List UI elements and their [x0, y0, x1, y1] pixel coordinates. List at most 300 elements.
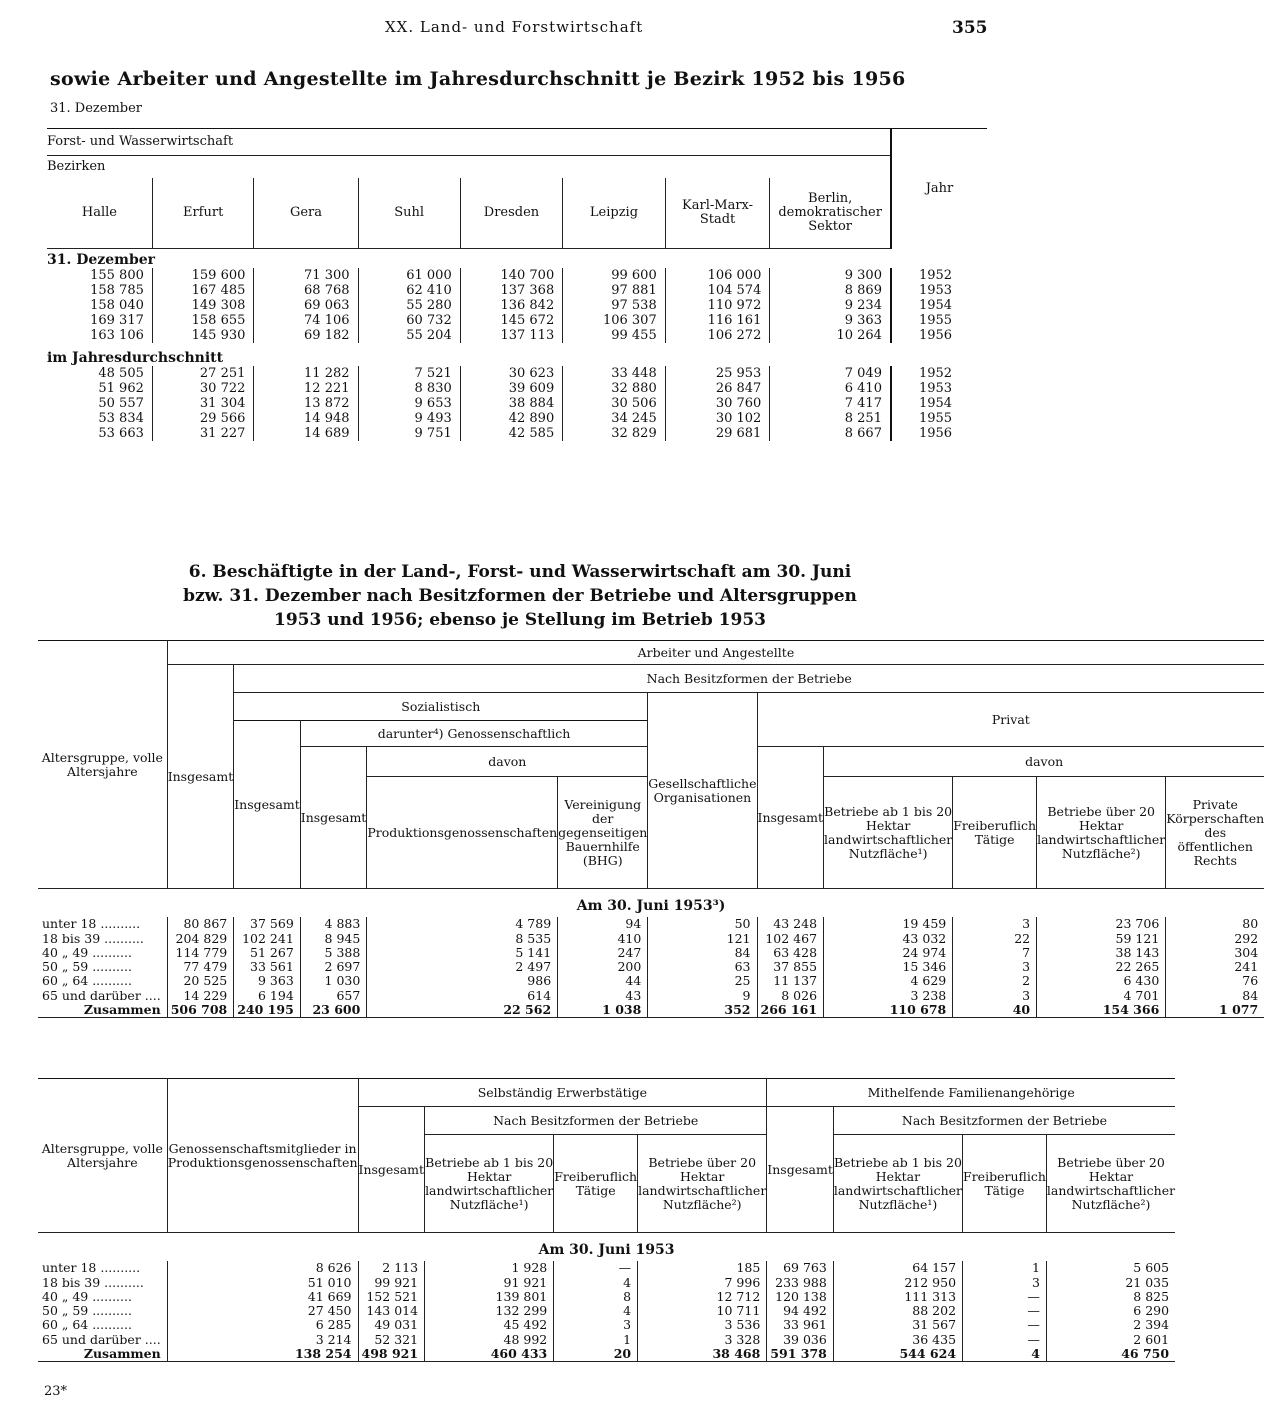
table-cell: 212 950 [833, 1276, 962, 1290]
table-cell: 4 701 [1037, 989, 1166, 1003]
table-cell: 3 238 [824, 989, 953, 1003]
col-header: Berlin, demokratischer Sektor [770, 178, 891, 248]
table-cell: 32 829 [563, 426, 666, 441]
table-cell: 11 282 [254, 366, 358, 381]
table1-subtitle: 31. Dezember [50, 101, 143, 116]
table-cell: 9 493 [358, 411, 460, 426]
date-label: Am 30. Juni 1953³) [576, 898, 726, 914]
table-cell: 158 655 [152, 313, 254, 328]
table3 [38, 1078, 1175, 1362]
table-cell: 30 760 [665, 396, 770, 411]
bezirke-label: Bezirken [47, 159, 106, 174]
total-cell: 498 921 [358, 1347, 425, 1362]
table-cell: 53 663 [47, 426, 152, 441]
table-row [38, 946, 1264, 960]
table-cell: 3 [953, 960, 1037, 974]
col-header: Karl-Marx-Stadt [665, 178, 770, 248]
table-cell: 111 313 [833, 1290, 962, 1304]
table-row [38, 1276, 1175, 1290]
table-cell: 1952 [891, 366, 987, 381]
table-cell: 1955 [891, 411, 987, 426]
table-cell: 27 450 [167, 1304, 358, 1318]
col-header: Dresden [460, 178, 563, 248]
table-cell: 8 535 [367, 932, 558, 946]
table-cell: 32 880 [563, 381, 666, 396]
table-row [38, 1261, 1175, 1275]
table-cell: 9 363 [844, 312, 882, 328]
betriebe-ueber-header: Betriebe über 20 Hektar landwirtschaftlicher Nutzfläche²) [1037, 777, 1166, 889]
table-row [38, 974, 1264, 988]
table-cell: 3 328 [638, 1333, 767, 1347]
table-cell: 69 063 [254, 298, 358, 313]
col-header: Suhl [358, 178, 460, 248]
sozialistisch-header: Sozialistisch [234, 693, 648, 721]
total-row [38, 1347, 1175, 1362]
vdgb-header: Vereinigung der gegenseitigen Bauernhilfe (BHG) [558, 777, 648, 889]
table-cell: 5 605 [1133, 1260, 1170, 1276]
table-cell: 37 855 [757, 960, 824, 974]
table-cell: 121 [648, 932, 757, 946]
table-cell: 8 251 [844, 410, 882, 426]
table-cell: 1953 [891, 283, 987, 298]
table-cell: 39 609 [460, 381, 563, 396]
table-cell: 5 141 [367, 946, 558, 960]
table-cell: 71 300 [254, 268, 358, 283]
table-cell: 106 272 [665, 328, 770, 343]
table-cell: 6 410 [844, 380, 882, 396]
arbeiter-header: Arbeiter und Angestellte [167, 641, 1264, 665]
total-cell: 1 077 [1166, 1003, 1264, 1018]
table-cell: 163 106 [47, 328, 152, 343]
privat-davon-header: davon [824, 747, 1264, 777]
table-cell: 80 867 [167, 917, 234, 931]
table-cell: 1 [554, 1333, 638, 1347]
table-cell: 137 368 [460, 283, 563, 298]
table-cell: 6 194 [234, 989, 301, 1003]
table-cell: 38 884 [460, 396, 563, 411]
produktion-header: Produktionsgenossenschaften [367, 777, 558, 889]
table-cell: 62 410 [358, 283, 460, 298]
table-row [38, 1304, 1175, 1318]
total-label: Zusammen [38, 1003, 167, 1018]
table-cell: 120 138 [767, 1290, 834, 1304]
table-cell: 37 569 [234, 917, 301, 931]
table-cell: 7 417 [844, 395, 882, 411]
table-cell: 60 732 [358, 313, 460, 328]
table-row [38, 1333, 1175, 1347]
table-cell: 64 157 [833, 1261, 962, 1275]
table-cell: 27 251 [152, 366, 254, 381]
table-cell: 99 921 [358, 1276, 425, 1290]
betriebe-ueber-header: Betriebe über 20 Hektar landwirtschaftlicher Nutzfläche²) [1046, 1135, 1175, 1233]
total-cell: 240 195 [234, 1003, 301, 1018]
table-cell: 2 601 [1133, 1331, 1170, 1347]
table-row [47, 396, 987, 411]
table-cell: 45 492 [425, 1318, 554, 1332]
table-cell: 43 248 [757, 917, 824, 931]
table-cell: 7 521 [358, 366, 460, 381]
table-cell: 986 [367, 974, 558, 988]
table-cell: 7 996 [638, 1276, 767, 1290]
table1 [47, 128, 987, 441]
betriebe-ab1-header: Betriebe ab 1 bis 20 Hektar landwirtschaftlicher Nutzfläche¹) [824, 777, 953, 889]
table-cell: 15 346 [824, 960, 953, 974]
title-line: bzw. 31. Dezember nach Besitzformen der Betriebe und Altersgruppen [183, 586, 857, 606]
table-cell: 5 388 [300, 946, 367, 960]
genossen-header: Genossenschaftsmitglieder in Produktionsgenossenschaften [167, 1079, 358, 1233]
table-cell: 104 574 [665, 283, 770, 298]
table-cell: 31 567 [833, 1318, 962, 1332]
total-cell: 544 624 [833, 1347, 962, 1362]
table-cell: 149 308 [152, 298, 254, 313]
table-cell: 42 890 [460, 411, 563, 426]
table-cell: 24 974 [824, 946, 953, 960]
table-cell: 55 280 [358, 298, 460, 313]
table-cell: 1 928 [425, 1261, 554, 1275]
privat-header: Privat [757, 693, 1264, 747]
mithelf-besitz-header: Nach Besitzformen der Betriebe [833, 1107, 1175, 1135]
table-cell: 77 479 [167, 960, 234, 974]
total-cell: 110 678 [824, 1003, 953, 1018]
table-cell: 2 697 [300, 960, 367, 974]
table-cell: 94 [558, 917, 648, 931]
table1-body2 [47, 366, 987, 441]
table-cell: 6 285 [167, 1318, 358, 1332]
table-cell: 51 267 [234, 946, 301, 960]
table-cell: 8 945 [300, 932, 367, 946]
total-label: Zusammen [38, 1347, 167, 1362]
total-cell: 591 378 [767, 1347, 834, 1362]
table-cell: 6 430 [1037, 974, 1166, 988]
title-line: 6. Beschäftigte in der Land-, Forst- und Wasserwirtschaft am 30. Juni [188, 562, 852, 582]
table-cell: 8 [554, 1290, 638, 1304]
table-cell: 68 768 [254, 283, 358, 298]
table-cell: 2 497 [367, 960, 558, 974]
table-cell: 167 485 [152, 283, 254, 298]
table-cell: 48 505 [47, 366, 152, 381]
insgesamt-header: Insgesamt [167, 665, 234, 889]
table-cell: 145 672 [460, 313, 563, 328]
table-cell: 14 948 [254, 411, 358, 426]
table-cell: 1 030 [300, 974, 367, 988]
table-cell: 152 521 [358, 1290, 425, 1304]
privat-insgesamt-header: Insgesamt [757, 747, 824, 889]
table-cell: 97 538 [563, 298, 666, 313]
table-cell: 143 014 [358, 1304, 425, 1318]
table-cell: 36 435 [833, 1333, 962, 1347]
table-cell: 43 032 [824, 932, 953, 946]
selbst-insgesamt-header: Insgesamt [358, 1107, 425, 1233]
col-header: Leipzig [563, 178, 666, 248]
total-row [38, 1003, 1264, 1018]
row-label: unter 18 .......... [38, 1261, 167, 1275]
title-line: 1953 und 1956; ebenso je Stellung im Betrieb 1953 [274, 610, 766, 630]
table-cell: 99 455 [563, 328, 666, 343]
freiberuf-header: Freiberuflich Tätige [953, 777, 1037, 889]
row-label: 60 „ 64 .......... [38, 974, 167, 988]
table-cell: 14 229 [167, 989, 234, 1003]
row-label: 65 und darüber .... [38, 1333, 167, 1347]
row-label: 40 „ 49 .......... [38, 1290, 167, 1304]
table-row [47, 283, 987, 298]
table-cell: 74 106 [254, 313, 358, 328]
total-cell: 22 562 [367, 1003, 558, 1018]
besitz-header: Nach Besitzformen der Betriebe [234, 665, 1264, 693]
running-title: XX. Land- und Forstwirtschaft [385, 18, 644, 36]
total-cell: 20 [554, 1347, 638, 1362]
table-cell: 19 459 [824, 917, 953, 931]
table-cell: 2 [953, 974, 1037, 988]
table-cell: 4 883 [300, 917, 367, 931]
row-label: 50 „ 59 .......... [38, 960, 167, 974]
sozial-insgesamt-header: Insgesamt [234, 721, 301, 889]
table-cell: 44 [558, 974, 648, 988]
table-cell: 3 [953, 917, 1037, 931]
table-cell: 158 040 [47, 298, 152, 313]
table-cell: 159 600 [152, 268, 254, 283]
table-cell: 69 182 [254, 328, 358, 343]
table-row [38, 932, 1264, 946]
table-cell: 3 [963, 1276, 1047, 1290]
col-header: Gera [254, 178, 358, 248]
table-cell: 8 869 [844, 282, 882, 298]
table-cell: 1954 [891, 396, 987, 411]
mithelf-insgesamt-header: Insgesamt [767, 1107, 834, 1233]
date-label: Am 30. Juni 1953 [538, 1242, 675, 1258]
table-cell: 9 653 [358, 396, 460, 411]
selbst-header: Selbständig Erwerbstätige [358, 1079, 767, 1107]
table3-body [38, 1261, 1175, 1362]
table-cell: 204 829 [167, 932, 234, 946]
section-label: 31. Dezember [47, 251, 156, 268]
age-header: Altersgruppe, volle Altersjahre [38, 641, 167, 889]
row-label: unter 18 .......... [38, 917, 167, 931]
table-cell: 21 035 [1125, 1274, 1170, 1290]
table-cell: 233 988 [767, 1276, 834, 1290]
table-cell: 3 536 [638, 1318, 767, 1332]
table-cell: — [963, 1304, 1047, 1318]
table2-body [38, 917, 1264, 1018]
table-cell: 139 801 [425, 1290, 554, 1304]
table-cell: 1956 [891, 328, 987, 343]
row-label: 18 bis 39 .......... [38, 932, 167, 946]
table-cell: 31 304 [152, 396, 254, 411]
table-cell: 50 [648, 917, 757, 931]
table-cell: 42 585 [460, 426, 563, 441]
table-cell: 9 234 [844, 297, 882, 313]
group-label: Forst- und Wasserwirtschaft [47, 129, 891, 156]
betriebe-ab1-header: Betriebe ab 1 bis 20 Hektar landwirtschaftlicher Nutzfläche¹) [833, 1135, 962, 1233]
table-cell: 49 031 [358, 1318, 425, 1332]
table-cell: 247 [558, 946, 648, 960]
gesell-header: Gesellschaftliche Organisationen [648, 693, 757, 889]
table-cell: 9 751 [358, 426, 460, 441]
table-cell: 51 962 [47, 381, 152, 396]
table-cell: 76 [1242, 973, 1259, 989]
table-cell: 52 321 [358, 1333, 425, 1347]
table-cell: 48 992 [425, 1333, 554, 1347]
table-cell: 1954 [891, 298, 987, 313]
table-cell: 20 525 [167, 974, 234, 988]
table-cell: 39 036 [767, 1333, 834, 1347]
table-cell: 88 202 [833, 1304, 962, 1318]
table-cell: 25 [648, 974, 757, 988]
table-cell: 33 448 [563, 366, 666, 381]
table-cell: 106 307 [563, 313, 666, 328]
total-cell: 38 468 [638, 1347, 767, 1362]
table-cell: 1 [963, 1261, 1047, 1275]
age-header: Altersgruppe, volle Altersjahre [38, 1079, 167, 1233]
table-row [38, 960, 1264, 974]
table-cell: — [554, 1261, 638, 1275]
table-cell: 84 [648, 946, 757, 960]
table-cell: 4 [554, 1276, 638, 1290]
table-cell: 41 669 [167, 1290, 358, 1304]
total-cell: 506 708 [167, 1003, 234, 1018]
table-cell: 136 842 [460, 298, 563, 313]
table-cell: 12 221 [254, 381, 358, 396]
table-row [47, 426, 987, 441]
total-cell: 266 161 [757, 1003, 824, 1018]
table-cell: 91 921 [425, 1276, 554, 1290]
table-cell: 9 [648, 989, 757, 1003]
table-cell: 1953 [891, 381, 987, 396]
table-cell: 29 681 [665, 426, 770, 441]
col-header: Halle [47, 178, 152, 248]
table-cell: 132 299 [425, 1304, 554, 1318]
table-cell: 304 [1234, 944, 1259, 960]
row-label: 18 bis 39 .......... [38, 1276, 167, 1290]
table-cell: 8 626 [167, 1261, 358, 1275]
total-cell: 460 433 [425, 1347, 554, 1362]
table-cell: 110 972 [665, 298, 770, 313]
table-cell: 22 [953, 932, 1037, 946]
table-cell: — [963, 1290, 1047, 1304]
table-cell: 102 241 [234, 932, 301, 946]
total-cell: 40 [953, 1003, 1037, 1018]
selbst-besitz-header: Nach Besitzformen der Betriebe [425, 1107, 767, 1135]
table-cell: 10 711 [638, 1304, 767, 1318]
row-label: 60 „ 64 .......... [38, 1318, 167, 1332]
table2 [38, 640, 1264, 1018]
table-cell: 9 363 [234, 974, 301, 988]
table-cell: 158 785 [47, 283, 152, 298]
table-cell: 13 872 [254, 396, 358, 411]
table-cell: 4 789 [367, 917, 558, 931]
table-cell: 84 [1242, 987, 1259, 1003]
table-cell: 200 [558, 960, 648, 974]
betriebe-ueber-header: Betriebe über 20 Hektar landwirtschaftlicher Nutzfläche²) [638, 1135, 767, 1233]
table-cell: 33 561 [234, 960, 301, 974]
table-cell: 63 [648, 960, 757, 974]
table-cell: 43 [558, 989, 648, 1003]
table-cell: 61 000 [358, 268, 460, 283]
betriebe-ab1-header: Betriebe ab 1 bis 20 Hektar landwirtschaftlicher Nutzfläche¹) [425, 1135, 554, 1233]
section-label: im Jahresdurchschnitt [47, 349, 224, 366]
table-cell: 7 049 [844, 365, 882, 381]
table-row [47, 366, 987, 381]
table-cell: 38 143 [1037, 946, 1166, 960]
table1-body1 [47, 268, 987, 343]
table-cell: 34 245 [563, 411, 666, 426]
table-cell: 657 [300, 989, 367, 1003]
table-cell: 7 [953, 946, 1037, 960]
table-cell: 8 667 [844, 425, 882, 441]
table-cell: 292 [1234, 930, 1259, 946]
table-cell: 26 847 [665, 381, 770, 396]
table-cell: 8 825 [1133, 1288, 1170, 1304]
table-cell: 6 290 [1133, 1303, 1170, 1319]
table-cell: 63 428 [757, 946, 824, 960]
genoss-insgesamt-header: Insgesamt [300, 747, 367, 889]
table-cell: 2 113 [358, 1261, 425, 1275]
table-row [47, 313, 987, 328]
table-cell: 22 265 [1037, 960, 1166, 974]
table-cell: 30 102 [665, 411, 770, 426]
table-cell: 29 566 [152, 411, 254, 426]
table-cell: 30 623 [460, 366, 563, 381]
table-row [47, 411, 987, 426]
table-cell: 10 264 [836, 327, 882, 343]
table-cell: 145 930 [152, 328, 254, 343]
total-cell: 23 600 [300, 1003, 367, 1018]
total-cell: 138 254 [167, 1347, 358, 1362]
table-cell: 50 557 [47, 396, 152, 411]
table-row [38, 1290, 1175, 1304]
table1-title: sowie Arbeiter und Angestellte im Jahresdurchschnitt je Bezirk 1952 bis 1956 [50, 68, 906, 90]
table-cell: 4 629 [824, 974, 953, 988]
table-cell: 53 834 [47, 411, 152, 426]
table-cell: 30 722 [152, 381, 254, 396]
table-cell: 169 317 [47, 313, 152, 328]
freiberuf-header: Freiberuflich Tätige [963, 1135, 1047, 1233]
table-cell: 2 394 [1133, 1317, 1170, 1333]
table-cell: 9 300 [844, 267, 882, 283]
table-cell: 3 214 [167, 1333, 358, 1347]
page-number: 355 [952, 18, 988, 38]
table-cell: 155 800 [47, 268, 152, 283]
row-label: 40 „ 49 .......... [38, 946, 167, 960]
table-row [47, 381, 987, 396]
total-cell: 4 [963, 1347, 1047, 1362]
table-cell: 80 [1242, 916, 1259, 932]
table-cell: 55 204 [358, 328, 460, 343]
table-cell: 8 026 [757, 989, 824, 1003]
table-cell: 30 506 [563, 396, 666, 411]
table-cell: 25 953 [665, 366, 770, 381]
table-cell: 11 137 [757, 974, 824, 988]
table2-title [150, 560, 890, 632]
col-header: Erfurt [152, 178, 254, 248]
table-cell: 140 700 [460, 268, 563, 283]
freiberuf-header: Freiberuflich Tätige [554, 1135, 638, 1233]
table-cell: 102 467 [757, 932, 824, 946]
table-cell: 97 881 [563, 283, 666, 298]
total-cell: 154 366 [1037, 1003, 1166, 1018]
table-cell: 12 712 [638, 1290, 767, 1304]
year-header: Jahr [891, 129, 987, 249]
table-cell: 1956 [891, 426, 987, 441]
total-cell: 352 [648, 1003, 757, 1018]
sheet-signature: 23* [44, 1384, 68, 1399]
row-label: 65 und darüber .... [38, 989, 167, 1003]
table-cell: 3 [953, 989, 1037, 1003]
table-cell: 410 [558, 932, 648, 946]
total-cell: 1 038 [558, 1003, 648, 1018]
table-cell: 51 010 [167, 1276, 358, 1290]
table-cell: 1955 [891, 313, 987, 328]
table-cell: 116 161 [665, 313, 770, 328]
